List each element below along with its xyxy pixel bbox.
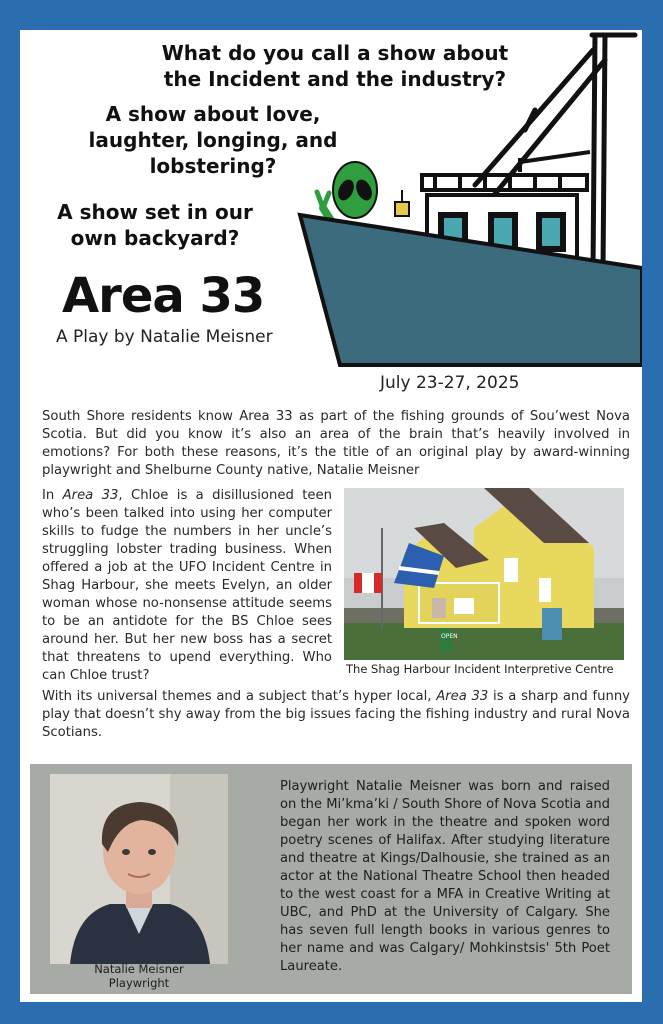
story-lead: In	[42, 488, 63, 503]
lantern	[395, 190, 409, 216]
portrait-caption	[50, 962, 228, 990]
headline-question-2: A show about love, laughter, longing, and lobstering?	[88, 102, 338, 178]
photo-caption: The Shag Harbour Incident Interpretive Centre	[346, 662, 614, 676]
boom	[520, 152, 590, 172]
story-paragraph	[42, 487, 332, 685]
play-title: Area 33	[62, 268, 265, 324]
portrait-caption-role: Playwright	[108, 976, 170, 990]
closing-paragraph	[42, 688, 630, 742]
closing-lead: With its universal themes and a subject that’s hyper local,	[42, 689, 437, 704]
portrait-caption-name: Natalie Meisner	[94, 962, 184, 976]
poster-page	[20, 30, 642, 1002]
headline-question-3: A show set in our own backyard?	[57, 200, 253, 250]
open-sign-text: OPEN	[441, 633, 458, 640]
interpretive-centre-photo	[344, 488, 624, 660]
intro-paragraph: South Shore residents know Area 33 as part of the fishing grounds of Sou’west Nova Scotia. But did you know it’s also an area of the brain that’s heavily involved in emotions? For both these reasons, it’s the title of an original play by award-winning playwright and Shelburne County native, Natalie Meisner	[42, 409, 630, 478]
closing-text: is a sharp and funny play that doesn’t shy away from the big issues facing the fishing industry and rural Nova Scotians.	[42, 689, 630, 740]
headline-question-1: What do you call a show about the Incident and the industry?	[161, 41, 509, 91]
story-title-ref: Area 33	[62, 488, 119, 503]
playwright-portrait	[50, 774, 228, 964]
playwright-bio-text: Playwright Natalie Meisner was born and raised on the Mi’kma’ki / South Shore of Nova Scotia and began her work in the theatre and spoken word poetry scenes of Halifax. After studying literature and theatre at Kings/Dalhousie, she trained as an actor at the National Theatre School then headed to the west coast for a MFA in Creative Writing at UBC, and PhD at the University of Calgary. She has seven full length books in various genres to her name and was Calgary/ Mohkinstsis' 5th Poet Laureate.	[280, 779, 610, 974]
playwright-bio-panel	[30, 764, 632, 994]
story-text: , Chloe is a disillusioned teen who’s been talked into using her computer skills to fudge the numbers in her uncle’s struggling lobster trading business. When offered a job at the UFO Incident Centre in Shag Harbour, she meets Evelyn, an older woman whose no-nonsense attitude seems to be an antidote for the BS Chloe sees around her. But her new boss has a secret that threatens to upend everything. Who can Chloe trust?	[42, 488, 332, 683]
closing-title-ref: Area 33	[436, 689, 489, 704]
cabin-window	[539, 215, 563, 249]
performance-dates: July 23-27, 2025	[380, 373, 520, 393]
play-byline: A Play by Natalie Meisner	[56, 327, 273, 347]
